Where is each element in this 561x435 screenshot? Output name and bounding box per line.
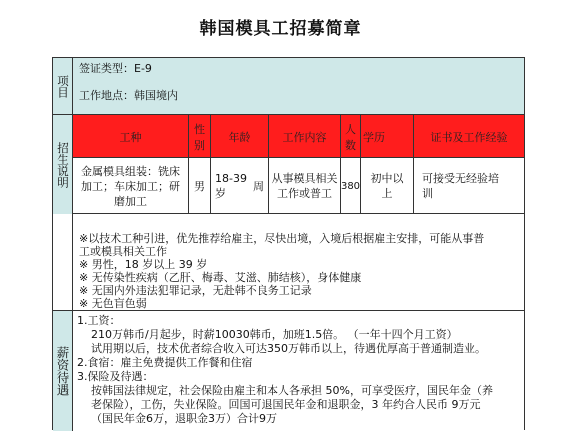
salary-line: （国民年金6万，退职金3万）合计9万 bbox=[91, 412, 277, 425]
requirement-item: ※ 男性，18 岁以上 39 岁 bbox=[79, 258, 208, 271]
salary-line: 按韩国法律规定，社会保险由雇主和本人各承担 50%，可享受医疗，国民年金（养 bbox=[91, 384, 493, 397]
salary-label: 薪资待遇 bbox=[55, 346, 70, 396]
table-row bbox=[73, 158, 524, 214]
requirement-item: ※ 无国内外违法犯罪记录，无赴韩不良务工记录 bbox=[79, 284, 312, 297]
header-job-type: 工种 bbox=[73, 115, 189, 158]
visa-type: 签证类型：E-9 bbox=[79, 62, 152, 75]
content-line-2: 工作或普工 bbox=[277, 187, 332, 200]
job-line-2: 加工；车床加工；研 bbox=[81, 179, 180, 193]
requirement-item: ※ 无传染性疾病（乙肝、梅毒、艾滋、肺结核），身体健康 bbox=[79, 271, 362, 284]
header-age: 年龄 bbox=[211, 115, 269, 158]
header-work-content: 工作内容 bbox=[269, 115, 341, 158]
table-header-row bbox=[73, 115, 524, 158]
salary-line: 试用期以后，技术优者综合收入可达350万韩币以上，待遇优厚高于普通制造业。 bbox=[91, 342, 486, 355]
cell-education bbox=[361, 158, 414, 214]
cell-age bbox=[211, 158, 269, 214]
page-title: 韩国模具工招募简章 bbox=[199, 19, 362, 39]
cell-job-type bbox=[73, 158, 189, 214]
cell-count: 380 bbox=[341, 158, 361, 214]
salary-section bbox=[52, 310, 525, 430]
project-label-cell bbox=[53, 58, 73, 114]
recruit-label-cell bbox=[53, 115, 73, 214]
cert-line-1: 可接受无经验培 bbox=[422, 172, 499, 185]
recruit-section bbox=[52, 114, 525, 311]
header-count: 人数 bbox=[341, 115, 361, 158]
cell-certificate bbox=[414, 158, 524, 214]
work-location: 工作地点：韩国境内 bbox=[79, 89, 178, 102]
project-section bbox=[52, 57, 525, 115]
header-gender: 性别 bbox=[189, 115, 211, 158]
cert-line-2: 训 bbox=[422, 187, 433, 200]
job-line-1: 金属模具组装：铣床 bbox=[81, 164, 180, 178]
age-line-2: 岁 bbox=[215, 187, 227, 200]
requirement-item: ※以技术工种引进，优先推荐给雇主，尽快出境，入境后根据雇主安排，可能从事普 bbox=[79, 232, 485, 245]
edu-line-2: 上 bbox=[381, 187, 393, 200]
salary-line: 3.保险及待遇： bbox=[77, 370, 154, 383]
job-line-3: 磨加工 bbox=[114, 194, 147, 208]
cell-work-content bbox=[269, 158, 341, 214]
requirement-item: ※ 无色盲色弱 bbox=[79, 297, 147, 310]
requirement-item: 工或模具相关工作 bbox=[79, 245, 167, 258]
recruit-label-lower bbox=[53, 214, 73, 310]
salary-line: 2.食宿：雇主免费提供工作餐和住宿 bbox=[77, 356, 253, 369]
recruit-label: 招生说明 bbox=[56, 141, 70, 188]
salary-line: 老保险），工伤，失业保险。回国可退国民年金和退职金，3 年约合人民币 9万元 bbox=[91, 398, 481, 411]
header-education: 学历 bbox=[361, 115, 414, 158]
header-certificate: 证书及工作经验 bbox=[430, 130, 508, 144]
age-line-1: 18-39 bbox=[215, 172, 247, 185]
salary-line: 1.工资： bbox=[77, 314, 121, 327]
salary-label-cell bbox=[53, 311, 73, 431]
content-line-1: 从事模具相关 bbox=[271, 172, 338, 185]
project-label: 项目 bbox=[56, 74, 70, 98]
age-suffix: 周 bbox=[252, 179, 264, 193]
cell-gender: 男 bbox=[189, 158, 211, 214]
edu-line-1: 初中以 bbox=[370, 172, 404, 185]
salary-line: 210万韩币/月起步，时薪10030韩币，加班1.5倍。 （一年十四个月工资） bbox=[91, 328, 458, 341]
